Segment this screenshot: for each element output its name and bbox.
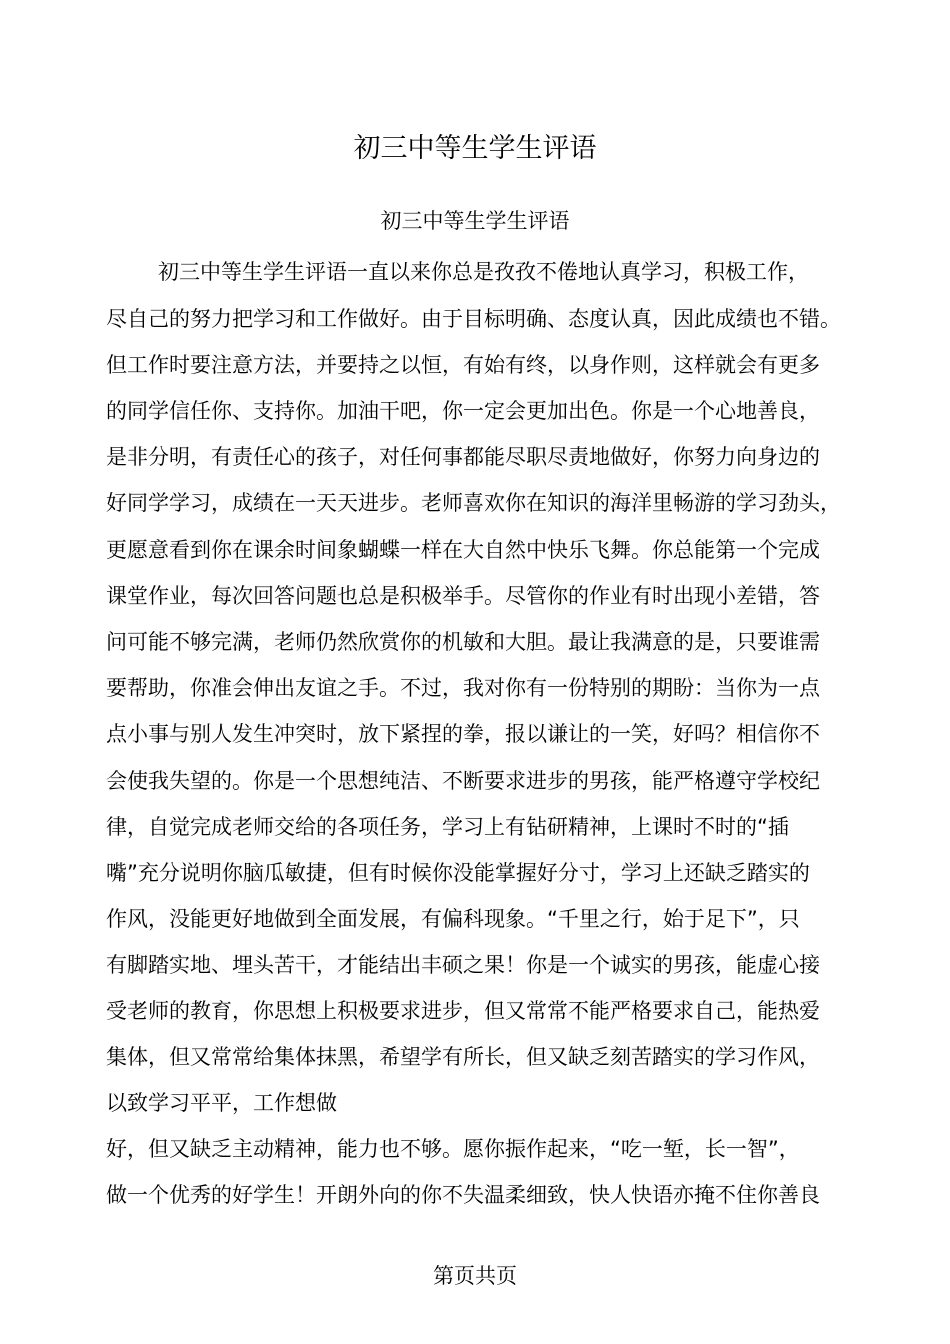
- body-line: 做一个优秀的好学生！开朗外向的你不失温柔细致，快人快语亦掩不住你善良: [106, 1183, 820, 1207]
- body-line: 集体，但又常常给集体抹黑，希望学有所长，但又缺乏刻苦踏实的学习作风，: [106, 1045, 820, 1069]
- body-line: 问可能不够完满，老师仍然欣赏你的机敏和大胆。最让我满意的是，只要谁需: [106, 630, 820, 654]
- body-line: 会使我失望的。你是一个思想纯洁、不断要求进步的男孩，能严格遵守学校纪: [106, 769, 820, 793]
- document-subtitle: 初三中等生学生评语: [380, 209, 570, 233]
- page-footer: 第页共页: [433, 1264, 517, 1288]
- body-line: 的同学信任你、支持你。加油干吧，你一定会更加出色。你是一个心地善良，: [106, 399, 820, 423]
- body-line: 作风，没能更好地做到全面发展，有偏科现象。“千里之行，始于足下”，只: [106, 907, 800, 931]
- body-line: 好同学学习，成绩在一天天进步。老师喜欢你在知识的海洋里畅游的学习劲头，: [106, 491, 841, 515]
- body-line: 课堂作业，每次回答问题也总是积极举手。尽管你的作业有时出现小差错，答: [106, 584, 820, 608]
- body-line: 律，自觉完成老师交给的各项任务，学习上有钻研精神，上课时不时的“插: [106, 815, 789, 839]
- body-line: 受老师的教育，你思想上积极要求进步，但又常常不能严格要求自己，能热爱: [106, 999, 820, 1023]
- body-line: 以致学习平平，工作想做: [106, 1091, 337, 1115]
- body-line: 好，但又缺乏主动精神，能力也不够。愿你振作起来，“吃一堑，长一智”，: [106, 1137, 800, 1161]
- body-line: 更愿意看到你在课余时间象蝴蝶一样在大自然中快乐飞舞。你总能第一个完成: [106, 538, 820, 562]
- body-line: 是非分明，有责任心的孩子，对任何事都能尽职尽责地做好，你努力向身边的: [106, 445, 820, 469]
- body-line: 尽自己的努力把学习和工作做好。由于目标明确、态度认真，因此成绩也不错。: [106, 307, 841, 331]
- body-line: 嘴”充分说明你脑瓜敏捷，但有时候你没能掌握好分寸，学习上还缺乏踏实的: [106, 861, 810, 885]
- body-line: 但工作时要注意方法，并要持之以恒，有始有终，以身作则，这样就会有更多: [106, 353, 820, 377]
- body-line: 要帮助，你准会伸出友谊之手。不过，我对你有一份特别的期盼：当你为一点: [106, 676, 820, 700]
- body-line: 点小事与别人发生冲突时，放下紧捏的拳，报以谦让的一笑，好吗？相信你不: [106, 722, 820, 746]
- page-title: 初三中等生学生评语: [353, 133, 597, 164]
- body-line: 有脚踏实地、埋头苦干，才能结出丰硕之果！你是一个诚实的男孩，能虚心接: [106, 953, 820, 977]
- body-line: 初三中等生学生评语一直以来你总是孜孜不倦地认真学习，积极工作，: [158, 260, 809, 284]
